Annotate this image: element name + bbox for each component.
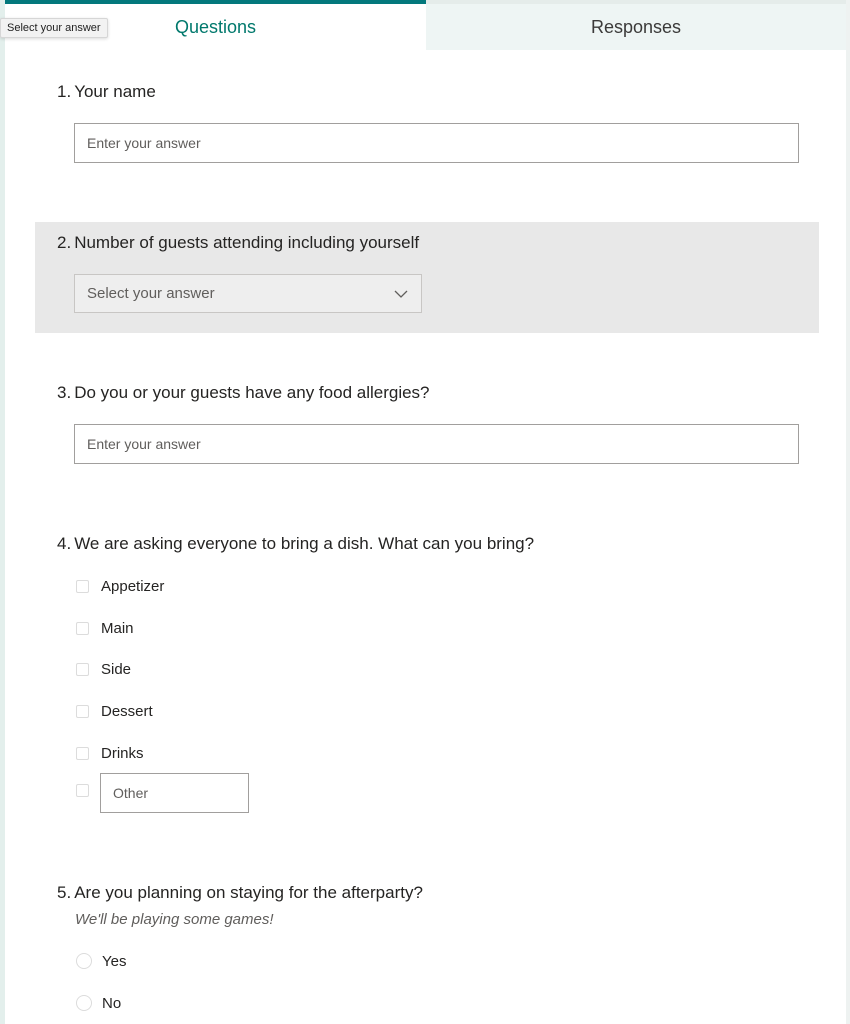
question-text: Number of guests attending including yourself xyxy=(74,233,420,252)
question-number: 4. xyxy=(57,534,72,553)
option-dessert[interactable] xyxy=(76,699,153,723)
question-text: We are asking everyone to bring a dish. What can you bring? xyxy=(74,534,535,553)
option-appetizer[interactable] xyxy=(76,574,164,598)
checkbox[interactable] xyxy=(76,622,89,635)
radio-button[interactable] xyxy=(76,953,92,969)
tab-responses[interactable]: Responses xyxy=(426,0,846,50)
checkbox[interactable] xyxy=(76,747,89,760)
option-label: Yes xyxy=(102,952,127,970)
checkbox[interactable] xyxy=(76,580,89,593)
question-3-title xyxy=(57,383,430,403)
option-yes[interactable] xyxy=(76,949,126,973)
checkbox[interactable] xyxy=(76,663,89,676)
question-4-title xyxy=(57,534,534,554)
tooltip: Select your answer xyxy=(0,18,108,38)
left-edge-strip xyxy=(0,0,5,1024)
dropdown-value: Select your answer xyxy=(87,285,215,302)
option-label: No xyxy=(102,994,122,1012)
question-2-title xyxy=(57,233,419,253)
allergies-input[interactable] xyxy=(74,424,799,464)
option-label: Appetizer xyxy=(101,577,165,595)
question-number: 1. xyxy=(57,82,72,101)
chevron-down-icon xyxy=(393,289,409,299)
option-label: Dessert xyxy=(101,702,153,720)
tab-questions[interactable]: Questions xyxy=(5,0,426,50)
option-label: Side xyxy=(101,660,132,678)
question-number: 5. xyxy=(57,883,72,902)
option-no[interactable] xyxy=(76,991,121,1015)
name-input[interactable] xyxy=(74,123,799,163)
checkbox[interactable] xyxy=(76,705,89,718)
other-input[interactable] xyxy=(100,773,249,813)
question-number: 3. xyxy=(57,383,72,402)
option-label: Main xyxy=(101,619,134,637)
option-drinks[interactable] xyxy=(76,741,144,765)
question-1-title xyxy=(57,82,156,102)
question-5-subtitle: We'll be playing some games! xyxy=(75,911,274,928)
right-edge-strip xyxy=(846,0,850,1024)
radio-button[interactable] xyxy=(76,995,92,1011)
guests-dropdown[interactable] xyxy=(74,274,422,313)
question-text: Do you or your guests have any food allergies? xyxy=(74,383,430,402)
option-side[interactable] xyxy=(76,657,131,681)
other-checkbox[interactable] xyxy=(76,784,89,797)
option-label: Drinks xyxy=(101,744,144,762)
option-main[interactable] xyxy=(76,616,134,640)
question-text: Are you planning on staying for the afterparty? xyxy=(74,883,423,902)
question-text: Your name xyxy=(74,82,156,101)
question-5-title xyxy=(57,883,423,903)
question-number: 2. xyxy=(57,233,72,252)
